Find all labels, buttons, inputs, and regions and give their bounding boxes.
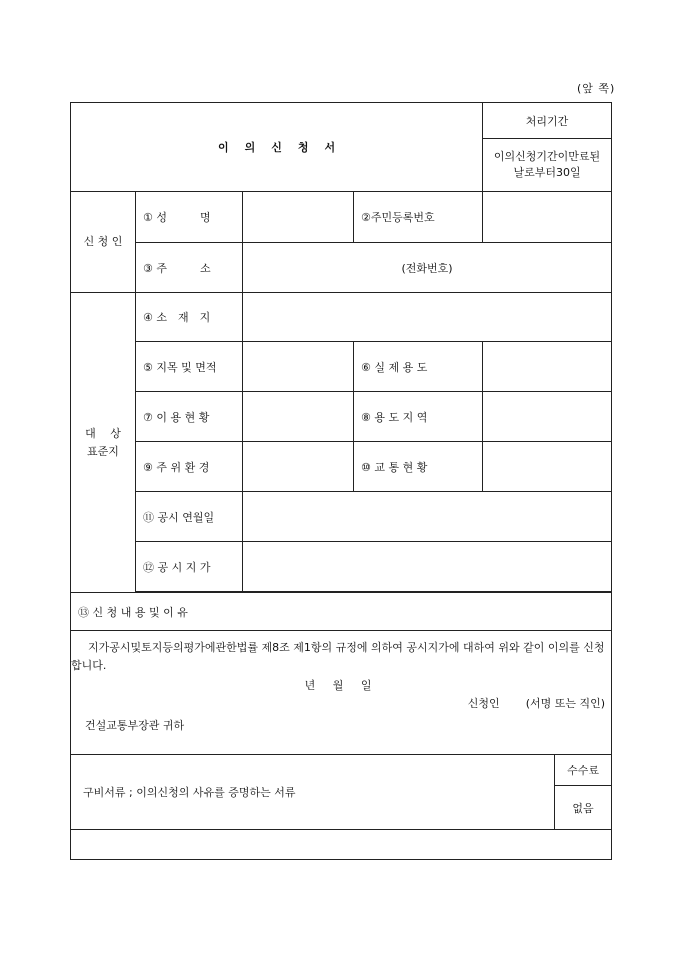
form-bottom-margin <box>71 830 612 860</box>
form-title: 이의신청서 <box>71 103 483 192</box>
addressee: 건설교통부장관 귀하 <box>85 719 185 732</box>
surroundings-label: ⑨ 주 위 환 경 <box>136 442 243 492</box>
surroundings-field[interactable] <box>243 442 354 492</box>
signature-line <box>71 695 605 713</box>
resident-number-field[interactable] <box>483 192 612 243</box>
traffic-status-label: ⑩ 교 통 현 황 <box>354 442 483 492</box>
date-line: 년 월 일 <box>304 679 372 692</box>
reason-content[interactable] <box>71 631 612 755</box>
processing-period-label: 처리기간 <box>483 103 612 139</box>
land-category-area-label: ⑤ 지목 및 면적 <box>136 342 243 392</box>
fee-value: 없음 <box>555 786 612 830</box>
usage-status-label: ⑦ 이 용 현 황 <box>136 392 243 442</box>
announcement-date-label: ⑪ 공시 연월일 <box>136 492 243 542</box>
objection-form-table <box>70 102 612 860</box>
address-field[interactable] <box>243 243 612 293</box>
target-land-section-label <box>71 293 136 593</box>
announced-price-field[interactable] <box>243 542 612 592</box>
announcement-date-field[interactable] <box>243 492 612 542</box>
resident-number-label: ②주민등록번호 <box>354 192 483 243</box>
name-field[interactable] <box>243 192 354 243</box>
applicant-sign-label: 신청인 <box>467 697 500 710</box>
statement-text: 지가공시및토지등의평가에관한법률 제8조 제1항의 규정에 의하여 공시지가에 대하여 위와 같이 이의를 신청합니다. <box>71 641 605 672</box>
location-field[interactable] <box>243 293 612 342</box>
sign-note: (서명 또는 직인) <box>525 697 606 710</box>
announced-price-label: ⑫ 공 시 지 가 <box>136 542 243 592</box>
processing-period-line2: 날로부터30일 <box>513 166 581 179</box>
target-land-label-line2: 표준지 <box>87 444 119 458</box>
actual-use-field[interactable] <box>483 342 612 392</box>
address-label: ③ 주 소 <box>136 243 243 293</box>
zoning-label: ⑧ 용 도 지 역 <box>354 392 483 442</box>
reason-label: ⑬ 신 청 내 용 및 이 유 <box>71 593 612 631</box>
phone-number-label: (전화번호) <box>401 261 453 275</box>
traffic-status-field[interactable] <box>483 442 612 492</box>
actual-use-label: ⑥ 실 제 용 도 <box>354 342 483 392</box>
required-documents: 구비서류 ; 이의신청의 사유를 증명하는 서류 <box>71 755 555 830</box>
processing-period-value <box>483 139 612 192</box>
page-side-label: (앞 쪽) <box>577 82 616 95</box>
applicant-section-label: 신 청 인 <box>71 192 136 293</box>
name-label: ① 성 명 <box>136 192 243 243</box>
processing-period-line1: 이의신청기간이만료된 <box>493 150 601 163</box>
fee-label: 수수료 <box>555 755 612 786</box>
land-category-area-field[interactable] <box>243 342 354 392</box>
target-land-label-line1: 대 상 <box>85 426 121 440</box>
usage-status-field[interactable] <box>243 392 354 442</box>
zoning-field[interactable] <box>483 392 612 442</box>
location-label: ④ 소 재 지 <box>136 293 243 342</box>
